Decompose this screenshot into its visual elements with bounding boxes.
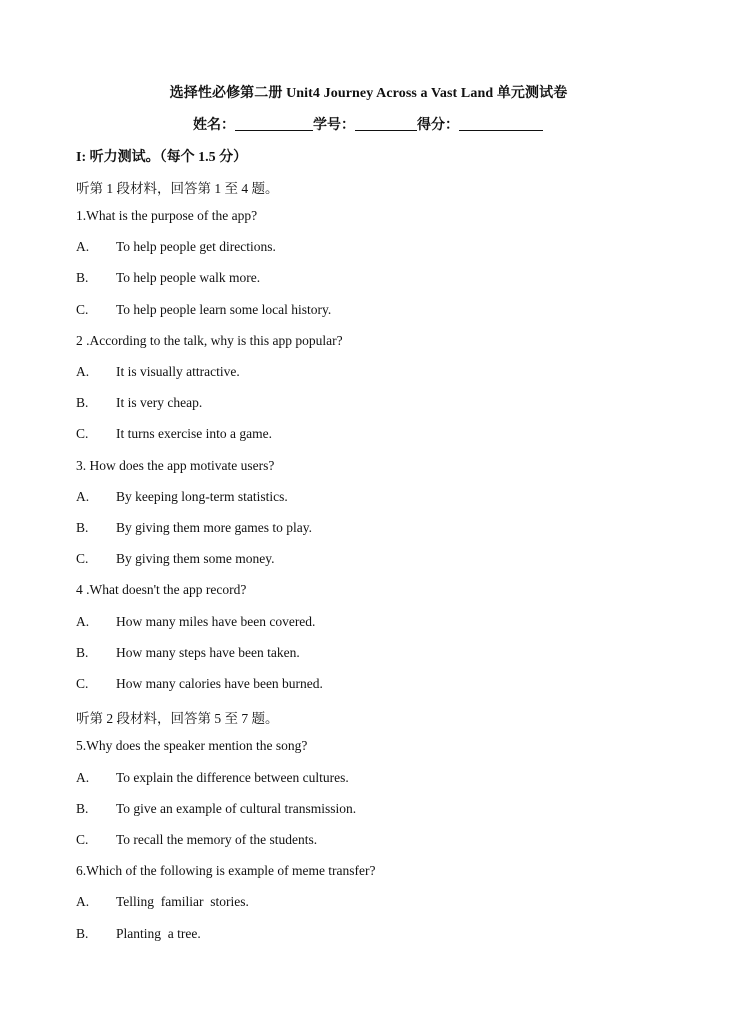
section-heading: I: 听力测试。（每个 1.5 分） xyxy=(76,150,248,165)
answer-option xyxy=(76,270,260,286)
option-text: By giving them some money. xyxy=(116,551,275,566)
option-letter: A. xyxy=(76,239,90,254)
option-letter: A. xyxy=(76,364,90,379)
option-text: To help people walk more. xyxy=(116,270,261,285)
option-text: How many steps have been taken. xyxy=(116,645,300,660)
answer-option xyxy=(76,770,349,786)
option-letter: A. xyxy=(76,770,90,785)
answer-option xyxy=(76,520,312,536)
option-text: To explain the difference between cultures. xyxy=(116,770,349,785)
option-text: To help people get directions. xyxy=(116,239,276,254)
question-stem: 4 .What doesn't the app record? xyxy=(76,582,247,597)
answer-option xyxy=(76,364,240,380)
answer-option xyxy=(76,239,276,255)
answer-option xyxy=(76,801,356,817)
answer-option xyxy=(76,832,317,848)
name-blank[interactable] xyxy=(235,116,313,131)
option-letter: B. xyxy=(76,645,89,660)
name-label: 姓名： xyxy=(193,118,235,133)
option-letter: B. xyxy=(76,926,89,941)
option-text: By keeping long-term statistics. xyxy=(116,489,288,504)
option-letter: C. xyxy=(76,551,89,566)
option-text: To give an example of cultural transmission. xyxy=(116,801,357,816)
question-stem: 2 .According to the talk, why is this app popular? xyxy=(76,333,343,348)
score-label: 得分： xyxy=(417,118,459,133)
option-text: It is very cheap. xyxy=(116,395,203,410)
option-letter: C. xyxy=(76,676,89,691)
answer-option xyxy=(76,426,272,442)
answer-option xyxy=(76,645,300,661)
id-label: 学号： xyxy=(313,118,355,133)
option-text: How many miles have been covered. xyxy=(116,614,316,629)
answer-option xyxy=(76,302,331,318)
answer-option xyxy=(76,551,275,567)
answer-option xyxy=(76,676,323,692)
option-text: By giving them more games to play. xyxy=(116,520,312,535)
question-stem: 1.What is the purpose of the app? xyxy=(76,208,258,223)
option-letter: A. xyxy=(76,894,90,909)
page-title: 选择性必修第二册 Unit4 Journey Across a Vast Land 单元测试卷 xyxy=(169,86,568,101)
option-text: Planting a tree. xyxy=(116,926,201,941)
answer-option xyxy=(76,395,202,411)
option-letter: C. xyxy=(76,426,89,441)
answer-option xyxy=(76,614,315,630)
answer-option xyxy=(76,894,249,910)
option-letter: B. xyxy=(76,270,89,285)
option-letter: A. xyxy=(76,614,90,629)
option-text: How many calories have been burned. xyxy=(116,676,323,691)
option-letter: C. xyxy=(76,832,89,847)
question-stem: 5.Why does the speaker mention the song? xyxy=(76,738,308,753)
option-letter: B. xyxy=(76,395,89,410)
option-text: To help people learn some local history. xyxy=(116,302,332,317)
id-blank[interactable] xyxy=(355,116,417,131)
question-stem: 3. How does the app motivate users? xyxy=(76,458,275,473)
answer-option xyxy=(76,926,201,942)
option-letter: A. xyxy=(76,489,90,504)
option-text: To recall the memory of the students. xyxy=(116,832,318,847)
option-text: It is visually attractive. xyxy=(116,364,240,379)
option-text: It turns exercise into a game. xyxy=(116,426,272,441)
option-text: Telling familiar stories. xyxy=(116,894,249,909)
score-blank[interactable] xyxy=(459,116,543,131)
passage-instruction: 听第 2 段材料，回答第 5 至 7 题。 xyxy=(76,711,279,726)
answer-option xyxy=(76,489,288,505)
question-stem: 6.Which of the following is example of meme transfer? xyxy=(76,863,376,878)
passage-instruction: 听第 1 段材料，回答第 1 至 4 题。 xyxy=(76,181,279,196)
option-letter: C. xyxy=(76,302,89,317)
student-info-line xyxy=(193,114,543,134)
option-letter: B. xyxy=(76,520,89,535)
option-letter: B. xyxy=(76,801,89,816)
